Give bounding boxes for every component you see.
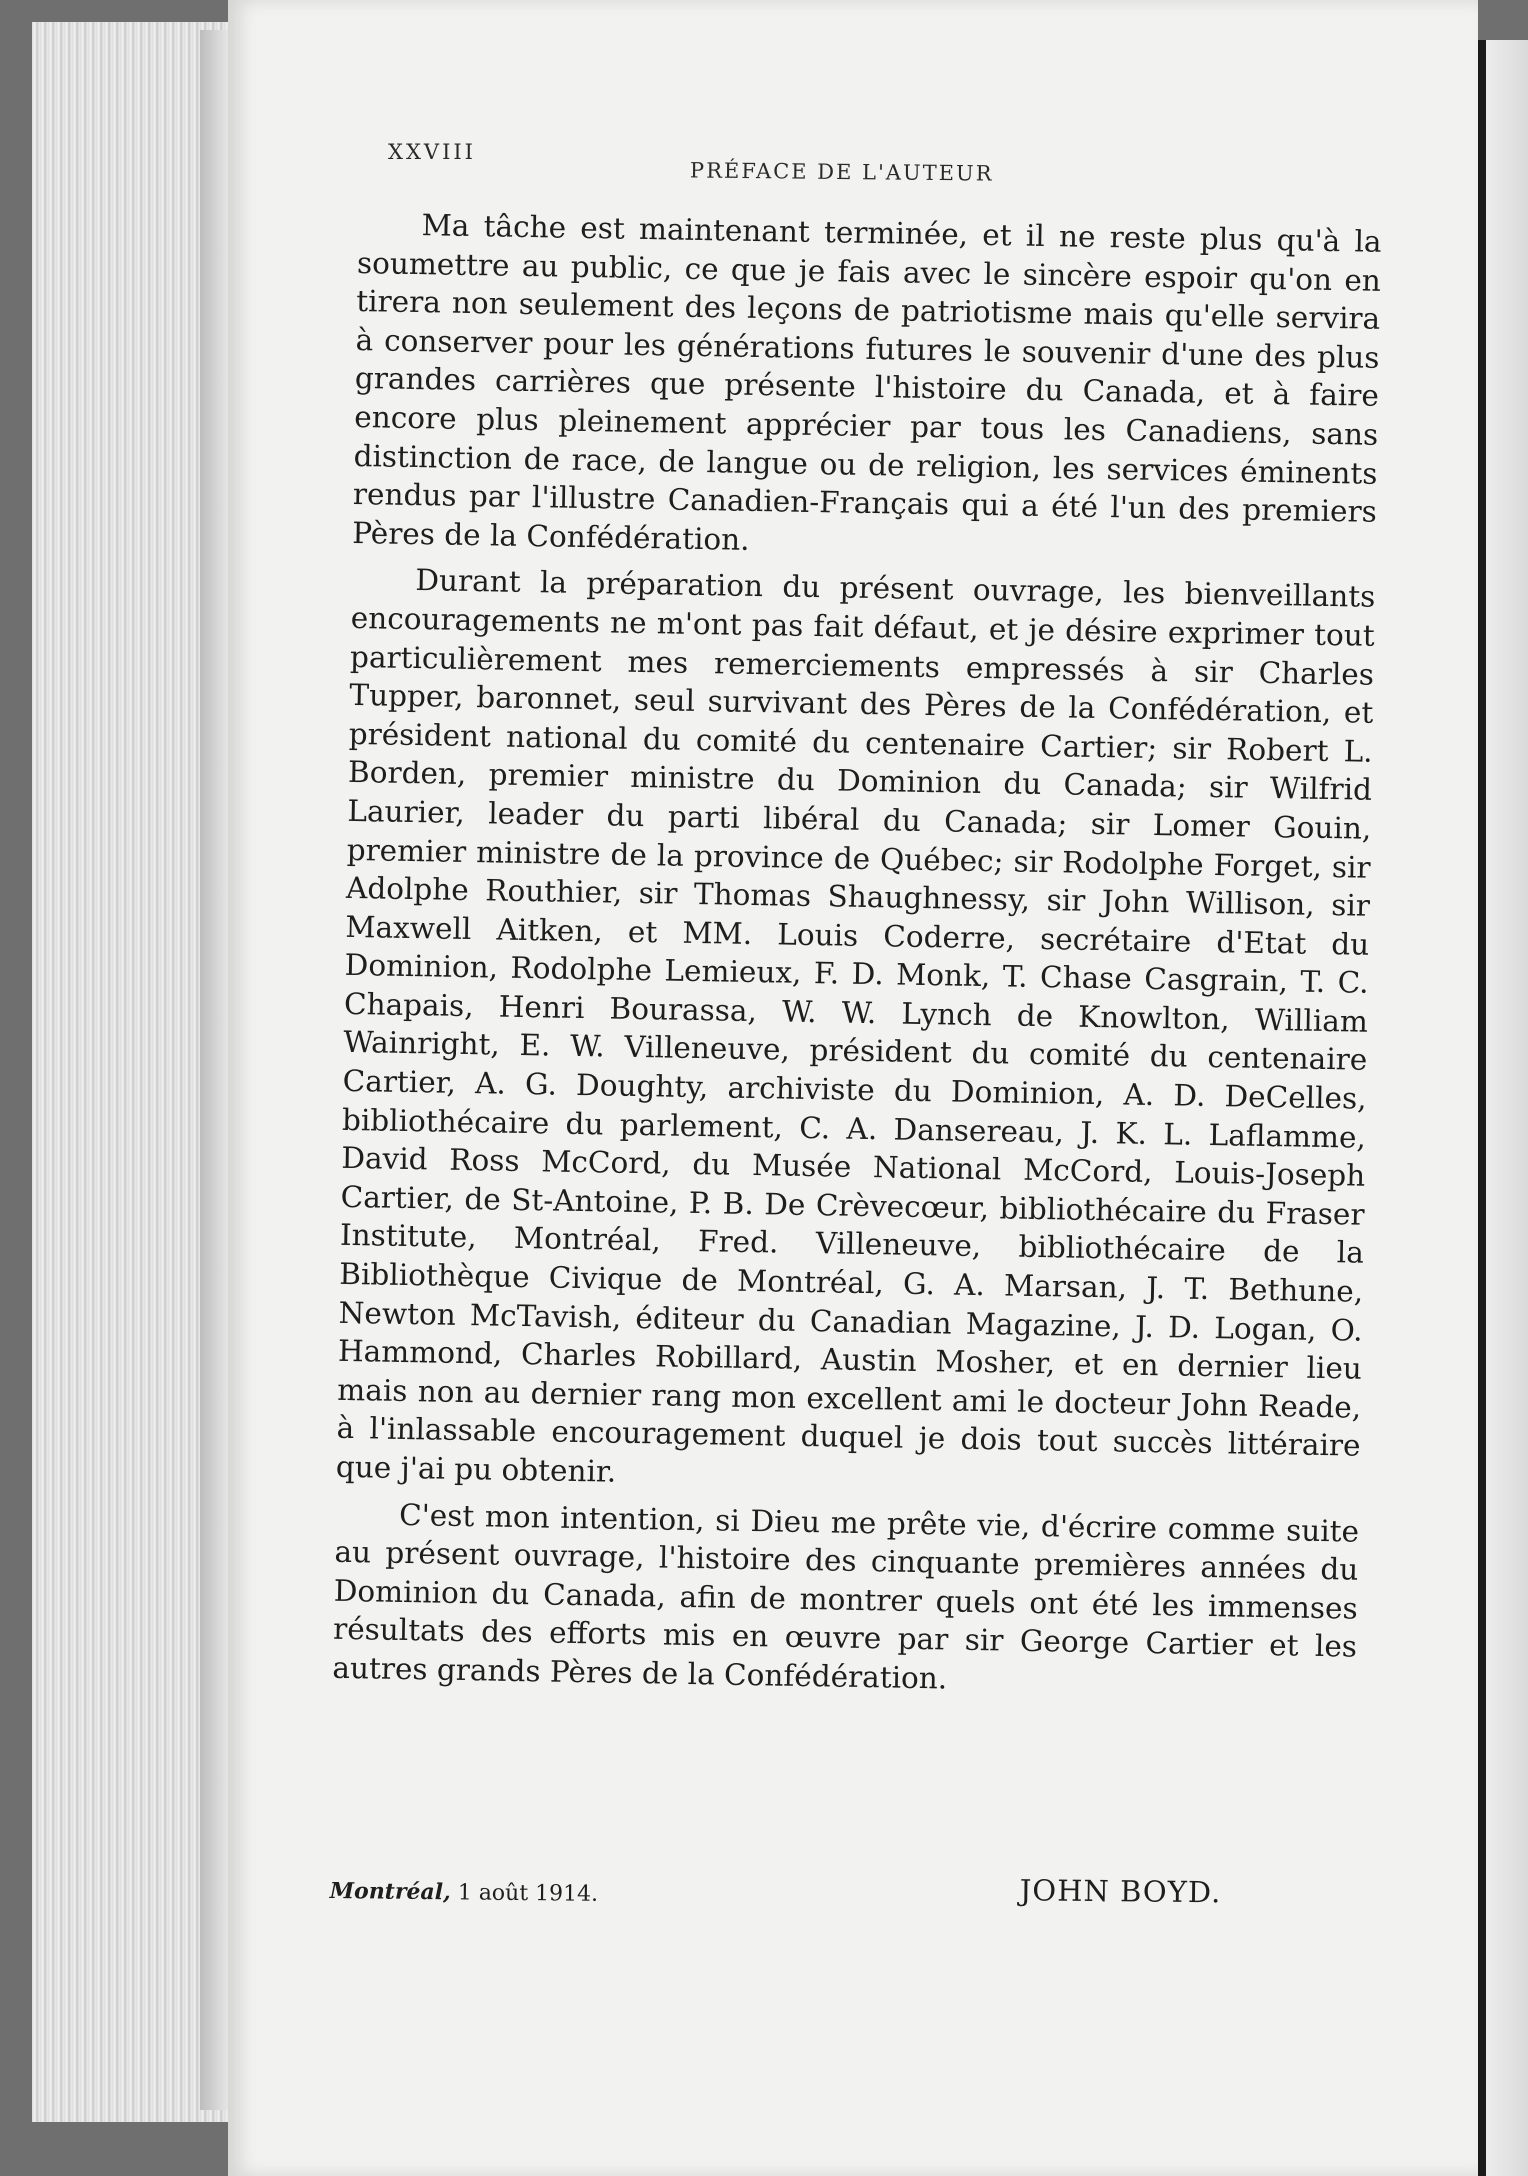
page-number: XXVIII xyxy=(388,140,476,164)
running-head: PRÉFACE DE L'AUTEUR xyxy=(689,158,994,186)
paragraph-2: Durant la préparation du présent ouvrage, les bienveillants encouragements ne m'ont pas fait défaut, et je désire exprimer tout particulièrement mes remerciements empressés à sir Charles Tupper, baronnet, seul survivant des Pères de la Confédération, et président national du comité du centenaire Cartier; sir Robert L. Borden, premier ministre du Dominion du Canada; sir Wilfrid Laurier, leader du parti libéral du Canada; sir Lomer Gouin, premier ministre de la province de Québec; sir Rodolphe Forget, sir Adolphe Routhier, sir Thomas Shaughnessy, sir John Willison, sir Maxwell Aitken, et MM. Louis Coderre, secrétaire d'Etat du Dominion, Rodolphe Lemieux, F. D. Monk, T. Chase Casgrain, T. C. Chapais, Henri Bourassa, W. W. Lynch de Knowlton, William Wainright, E. W. Villeneuve, président du comité du centenaire Cartier, A. G. Doughty, archiviste du Dominion, A. D. DeCelles, bibliothécaire du parlement, C. A. Dansereau, J. K. L. Laflamme, David Ross McCord, du Musée National McCord, Louis-Joseph Cartier, de St-Antoine, P. B. De Crèvecœur, bibliothécaire du Fraser Institute, Montréal, Fred. Villeneuve, bibliothécaire de la Bibliothèque Civique de Montréal, G. A. Marsan, J. T. Bethune, Newton McTavish, éditeur du Canadian Magazine, J. D. Logan, O. Hammond, Charles Robillard, Austin Mosher, et en dernier lieu mais non au dernier rang mon excellent ami le docteur John Reade, à l'inlassable encouragement duquel je dois tout succès littéraire que j'ai pu obtenir. xyxy=(335,563,1376,1489)
next-page-edge xyxy=(1486,40,1528,2176)
place-date xyxy=(330,1878,599,1907)
author-signature: JOHN BOYD. xyxy=(1019,1873,1222,1910)
signature-row xyxy=(329,1866,1319,1926)
place: Montréal, xyxy=(329,1877,451,1906)
paragraph-3: C'est mon intention, si Dieu me prête vie, d'écrire comme suite au présent ouvrage, l'histoire des cinquante premières années du Dominion du Canada, afin de montrer quels ont été les immenses résultats des efforts mis en œuvre par sir George Cartier et les autres grands Pères de la Confédération. xyxy=(332,1497,1360,1696)
date: 1 août 1914. xyxy=(457,1880,599,1907)
page-header xyxy=(388,140,1288,186)
book-page xyxy=(228,0,1478,2176)
paragraph-1: Ma tâche est maintenant terminée, et il ne reste plus qu'à la soumettre au public, ce que je fais avec le sincère espoir qu'on en tirera non seulement des leçons de patriotisme mais qu'elle servira à conserver pour les générations futures le souvenir d'une des plus grandes carrières que présente l'histoire du Canada, et à faire encore plus pleinement apprécier par tous les Canadiens, sans distinction de race, de langue ou de religion, les services éminents rendus par l'illustre Canadien-Français qui a été l'un des premiers Pères de la Confédération. xyxy=(351,208,1382,557)
gutter-shadow xyxy=(200,30,230,2110)
body-text xyxy=(332,205,1382,1705)
